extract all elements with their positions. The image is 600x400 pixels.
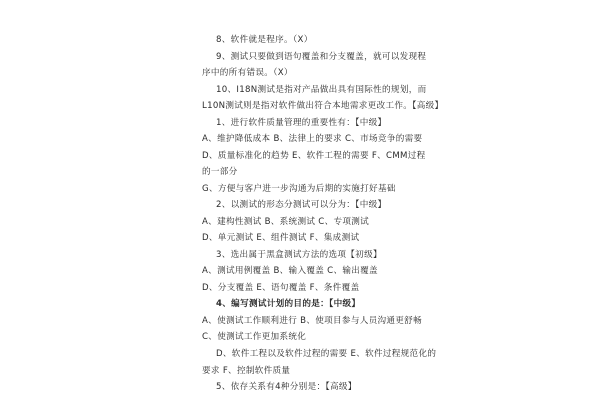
mc-2-options-a-c: A、建构性测试 B、系统测试 C、专项测试 xyxy=(202,216,370,227)
mc-question-4: 4、编写测试计划的目的是：【中级】 xyxy=(216,299,361,310)
question-10-line-2: L10N测试则是指对软件做出符合本地需求更改工作。【高级】 xyxy=(202,101,444,112)
mc-3-options-d-f: D、分支覆盖 E、语句覆盖 F、条件覆盖 xyxy=(202,282,360,293)
mc-question-5: 5、依存关系有4种分别是：【高级】 xyxy=(216,382,357,392)
mc-1-options-a-c: A、维护降低成本 B、法律上的要求 C、市场竞争的需要 xyxy=(202,134,423,145)
mc-4-option-f: 要求 F、控制软件质量 xyxy=(202,365,291,376)
mc-2-options-d-f: D、单元测试 E、组件测试 F、集成测试 xyxy=(202,233,360,244)
question-10-line-1: 10、I18N测试是指对产品做出具有国际性的规划，而 xyxy=(216,84,427,95)
mc-1-options-d-f: D、质量标准化的趋势 E、软件工程的需要 F、CMM过程 xyxy=(202,150,426,161)
mc-4-option-c: C、使测试工作更加系统化 xyxy=(202,332,307,343)
question-9-line-1: 9、测试只要做到语句覆盖和分支覆盖，就可以发现程 xyxy=(216,51,427,62)
mc-3-options-a-c: A、测试用例覆盖 B、输入覆盖 C、输出覆盖 xyxy=(202,266,378,277)
mc-4-options-a-b: A、使测试工作顺利进行 B、使项目参与人员沟通更舒畅 xyxy=(202,315,422,326)
mc-question-3: 3、选出属于黑盒测试方法的选项【初级】 xyxy=(216,249,382,260)
mc-1-option-g: G、方便与客户进一步沟通为后期的实施打好基础 xyxy=(202,183,396,194)
mc-question-2: 2、以测试的形态分测试可以分为：【中级】 xyxy=(216,200,387,211)
mc-4-options-d-e: D、软件工程以及软件过程的需要 E、软件过程规范化的 xyxy=(216,349,437,359)
question-8: 8、软件就是程序。（X） xyxy=(216,35,313,45)
mc-question-1: 1、进行软件质量管理的重要性有：【中级】 xyxy=(216,117,387,128)
mc-1-options-cont: 的一部分 xyxy=(202,167,238,178)
question-9-line-2: 序中的所有错误。（X） xyxy=(202,68,293,78)
